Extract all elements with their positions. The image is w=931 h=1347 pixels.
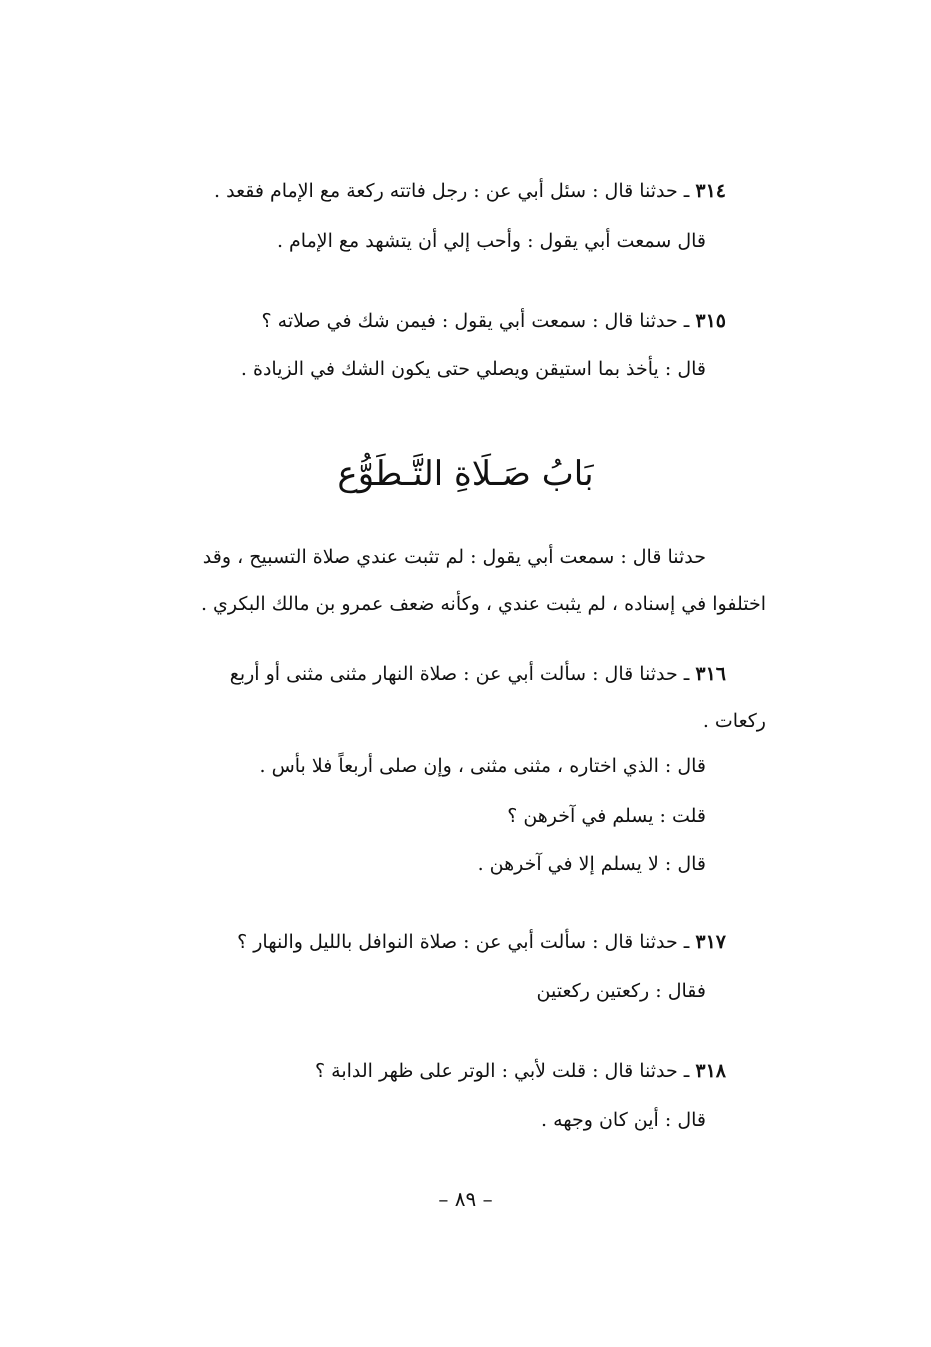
entry-315-number: ٣١٥ <box>695 310 726 332</box>
entry-318-number: ٣١٨ <box>695 1060 726 1082</box>
entry-317-line-1 <box>237 928 726 956</box>
entry-318-line-2 <box>541 1106 706 1134</box>
intro-line-2 <box>201 590 766 618</box>
entry-316-number: ٣١٦ <box>695 663 726 685</box>
entry-314-answer: قال سمعت أبي يقول : وأحب إلي أن يتشهد مع الإمام . <box>276 230 706 252</box>
entry-318-line-1 <box>315 1057 726 1085</box>
entry-315-line-1 <box>262 307 726 335</box>
page-number: – ٨٩ – <box>438 1187 493 1211</box>
entry-315-text: ـ حدثنا قال : سمعت أبي يقول : فيمن شك في صلاته ؟ <box>261 310 690 332</box>
entry-317-text: ـ حدثنا قال : سألت أبي عن : صلاة النوافل بالليل والنهار ؟ <box>237 931 690 953</box>
intro-line-1 <box>203 543 706 571</box>
entry-315-answer: قال : يأخذ بما استيقن ويصلي حتى يكون الشك في الزيادة . <box>240 358 706 380</box>
entry-316-question: قلت : يسلم في آخرهن ؟ <box>507 805 706 827</box>
entry-316-line-5 <box>478 850 706 878</box>
intro-text-2: اختلفوا في إسناده ، لم يثبت عندي ، وكأنه ضعف عمرو بن مالك البكري . <box>200 593 766 615</box>
entry-318-text: ـ حدثنا قال : قلت لأبي : الوتر على ظهر الدابة ؟ <box>315 1060 690 1082</box>
entry-316-answer: قال : الذي اختاره ، مثنى مثنى ، وإن صلى أربعاً فلا بأس . <box>259 755 706 777</box>
entry-317-answer: فقال : ركعتين ركعتين <box>536 980 706 1002</box>
entry-315-line-2 <box>241 355 706 383</box>
entry-316-text: ـ حدثنا قال : سألت أبي عن : صلاة النهار مثنى مثنى أو أربع <box>229 663 690 685</box>
entry-316-answer-2: قال : لا يسلم إلا في آخرهن . <box>477 853 706 875</box>
entry-316-continuation: ركعات . <box>702 710 766 732</box>
entry-316-line-3 <box>260 752 707 780</box>
entry-314-line-1 <box>214 177 726 205</box>
entry-316-line-2 <box>703 707 766 735</box>
section-title: بَابُ صَـلَاةِ التَّـطَوُّع <box>337 454 594 494</box>
entry-316-line-4 <box>507 802 706 830</box>
entry-314-text: ـ حدثنا قال : سئل أبي عن : رجل فاتته ركعة مع الإمام فقعد . <box>214 180 690 202</box>
entry-317-line-2 <box>537 977 706 1005</box>
entry-316-line-1 <box>230 660 726 688</box>
entry-317-number: ٣١٧ <box>695 931 726 953</box>
intro-text-1: حدثنا قال : سمعت أبي يقول : لم تثبت عندي صلاة التسبيح ، وقد <box>202 546 706 568</box>
entry-314-line-2 <box>277 227 706 255</box>
entry-318-answer: قال : أين كان وجهه . <box>541 1109 706 1131</box>
entry-314-number: ٣١٤ <box>695 180 726 202</box>
